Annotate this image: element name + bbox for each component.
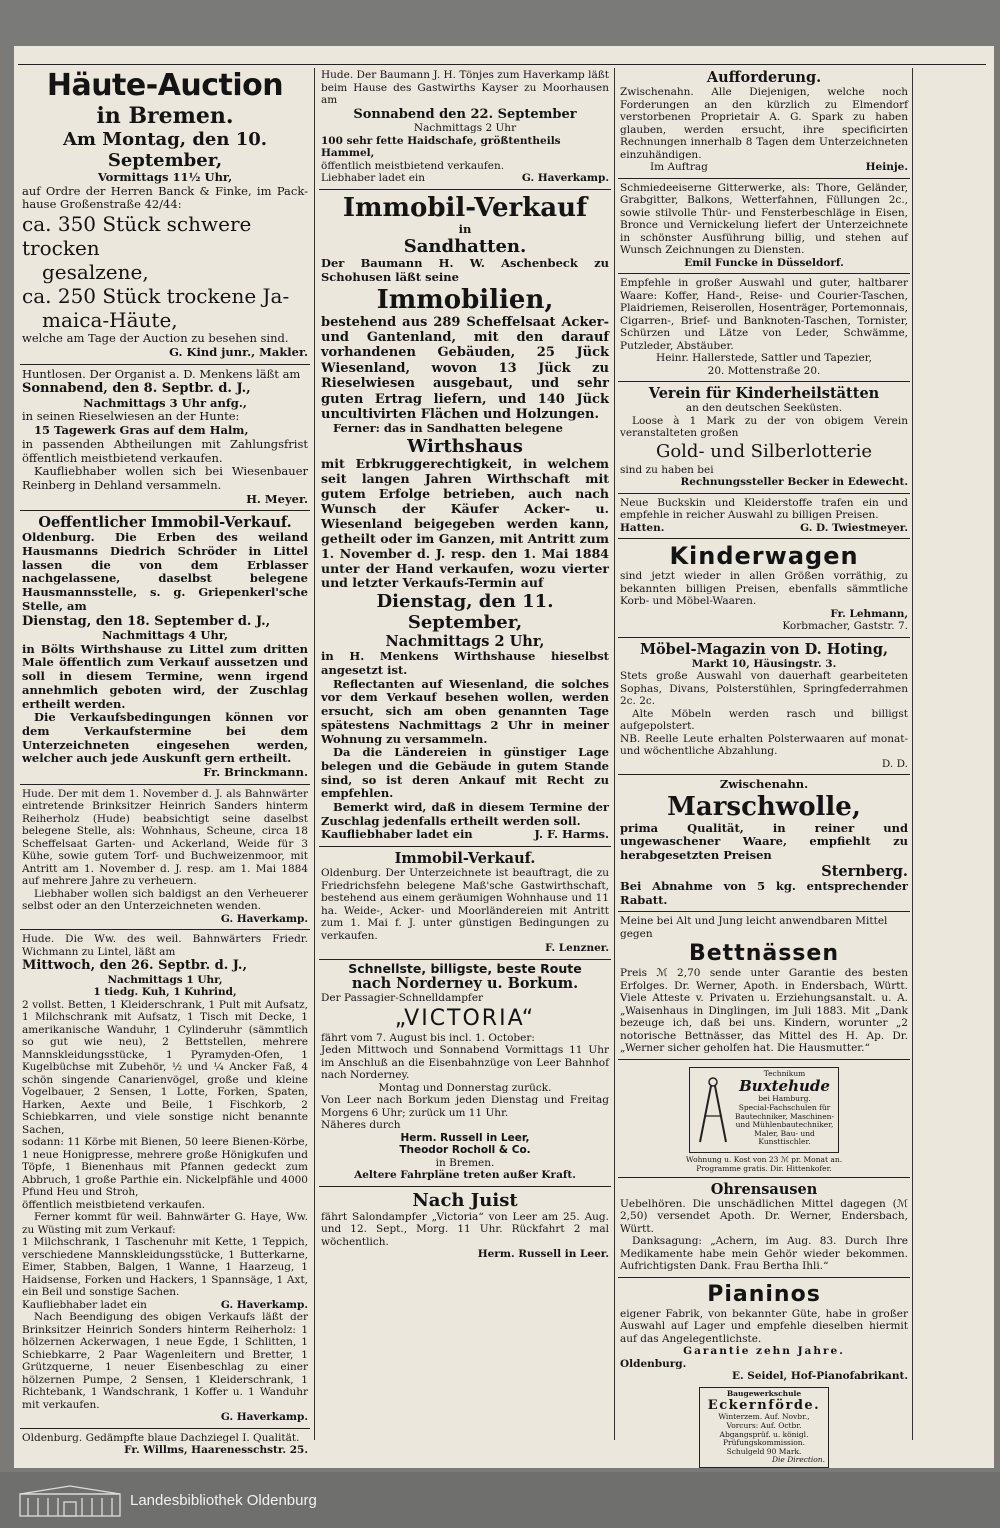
ad-items-head: 1 tiedg. Kuh, 1 Kuhrind, bbox=[93, 986, 237, 999]
ad-immobil-verkauf-friedrichsfehn bbox=[319, 847, 611, 960]
column-rule-1 bbox=[314, 68, 315, 1440]
ad-paragraph: Bemerkt wird, daß in diesem Termine der Zuschlag jedenfalls ertheilt werden soll. bbox=[321, 800, 609, 828]
ad-immobil-verkauf-sandhatten bbox=[319, 190, 611, 848]
logo-text: bei Hamburg. bbox=[758, 1094, 811, 1104]
logo-text: Special-Fachschulen für Bautechniker, Maschinen- und Mühlenbautechniker, Maler, Bau- und Kunsttischler. bbox=[734, 1102, 835, 1147]
ad-order: auf Ordre der Herren Banck & Finke, im Pack-hause Großenstraße 42/44: bbox=[22, 183, 308, 212]
ad-text: in seinen Rieselwiesen an der Hunte: bbox=[22, 409, 240, 424]
ad-text: in passenden Abtheilungen mit Zahlungsfrist öffentlich meistbietend verkaufen. bbox=[22, 436, 308, 465]
logo-text: Programme gratis. Dir. Hittenkofer. bbox=[696, 1163, 832, 1173]
ad-guarantee: Garantie zehn Jahre. bbox=[683, 1345, 845, 1358]
ad-signature: Emil Funcke in Düsseldorf. bbox=[684, 256, 844, 269]
ad-body: Jeden Mittwoch und Sonnabend Vormittags 11 Uhr im Anschluß an die Eisenbahnzüge von Leer Bahnhof nach Norderney. bbox=[321, 1044, 609, 1082]
column-1 bbox=[20, 66, 310, 1457]
ad-title: Möbel-Magazin von D. Hoting, bbox=[639, 640, 889, 658]
ad-ship-name: „VICTORIA“ bbox=[394, 1005, 536, 1031]
ad-date: Sonnabend den 22. September bbox=[353, 106, 577, 122]
ad-time: Nachmittags 1 Uhr, bbox=[107, 973, 223, 986]
ad-city: in Bremen. bbox=[96, 103, 234, 129]
ad-signature: Rechnungssteller Becker in Edewecht. bbox=[680, 476, 908, 488]
ad-sub: an den deutschen Seeküsten. bbox=[685, 402, 843, 414]
ad-body: Montag und Donnerstag zurück. bbox=[378, 1081, 552, 1094]
ad-paragraph: bestehend aus 289 Scheffelsaat Acker- und Gantenland, mit den darauf vorhandenen Gebäuden, 25 Jück Wiesenland, wovon 13 Jück zu Rieselwiesen ausgebaut, und sehr guten Ertrag liefern, und 140 Jück uncultivirten Flächen und Holzungen. bbox=[321, 314, 609, 423]
ad-body: Zwischenahn. Alle Diejenigen, welche noch Forderungen an den kürzlich zu Elmendorf verstorbenen Proprietair A. G. Spark zu haben glauben, werden ersucht, ihre specificirten Rechnungen innerhalb 8 Tagen dem Unterzeichneten einzuhändigen. bbox=[620, 86, 908, 161]
ad-marschwolle bbox=[618, 775, 910, 912]
ad-title: Immobil-Verkauf bbox=[342, 192, 588, 223]
ad-line: maica-Häute, bbox=[42, 308, 178, 333]
ad-signature: Fr. Brinckmann. bbox=[203, 765, 308, 780]
column-rule-3 bbox=[912, 68, 913, 1440]
ad-body: in Bölts Wirthshause zu Littel zum dritten Male öffentlich zum Verkauf aussetzen und soll in diesem Termine, wenn irgend annehmlich geboten wird, der Zuschlag ertheilt werden. bbox=[22, 641, 308, 711]
ad-more: Ferner kommt für weil. Bahnwärter G. Haye, Ww. zu Wüsting mit zum Verkauf: bbox=[22, 1211, 308, 1236]
ad-pianinos bbox=[618, 1278, 910, 1472]
ad-body: Liebhaber wollen sich baldigst an den Verheuerer selbst oder an den Unterzeichneten wenden. bbox=[22, 887, 308, 913]
ad-items: sodann: 11 Körbe mit Bienen, 50 leere Bienen-Körbe, 1 neue Honigpresse, mehrere große Hönigkufen und Töpfe, 1 Bienenhaus mit Pfannen gedeckt zum Abbruch, 1 große Parthie ein. Nickelpfähle und 4000 Pfund Heu und Stroh, bbox=[22, 1136, 308, 1199]
ad-order: Im Auftrag bbox=[650, 161, 708, 173]
box-text: Die Direction. bbox=[771, 1455, 825, 1465]
ad-body: Loose à 1 Mark zu der von obigem Verein veranstalteten großen bbox=[620, 414, 908, 439]
box-name: Eckernförde. bbox=[707, 1398, 821, 1414]
ad-paragraph: in H. Menkens Wirthshause hieselbst angesetzt ist. bbox=[321, 649, 609, 678]
ad-title: Oeffentlicher Immobil-Verkauf. bbox=[38, 514, 292, 532]
ad-in: in bbox=[458, 221, 472, 236]
ad-place: Oldenburg. bbox=[620, 1357, 687, 1370]
ad-note: welche am Tage der Auction zu besehen sind. bbox=[22, 331, 289, 346]
ad-date: Sonnabend, den 8. Septbr. d. J., bbox=[22, 381, 251, 397]
ad-bettnaessen bbox=[618, 912, 910, 1060]
ad-date: Dienstag, den 11. September, bbox=[376, 591, 554, 634]
ad-gitterwerke bbox=[618, 179, 910, 275]
baugewerkschule-box bbox=[699, 1387, 829, 1468]
ad-signature: G. Kind junr., Makler. bbox=[169, 344, 308, 359]
ad-line: gesalzene, bbox=[42, 260, 149, 285]
footer-label: Landesbibliothek Oldenburg bbox=[130, 1492, 317, 1509]
ad-body: Oldenburg. Die Erben des weiland Hausmanns Diedrich Schröder in Littel lassen die von dem Erblasser nachgelassene, daselbst belegene Hausmannsstelle, s. g. Griepenkerl'sche Stelle, am bbox=[22, 530, 308, 613]
ad-text: Kaufliebhaber wollen sich bei Wiesenbauer Reinberg in Dehland versammeln. bbox=[22, 464, 308, 492]
ad-paragraph: Ferner: das in Sandhatten belegene bbox=[333, 421, 563, 436]
ad-signature: Fr. Willms, Haarenesschstr. 25. bbox=[124, 1444, 308, 1457]
ad-body: Preis ℳ 2,70 sende unter Garantie des besten Erfolges. Dr. Werner, Apoth. in Endersbach, Württ. Viele Atteste v. Privaten u. Erziehungsanstalt. u. A. „Waisenhaus in Dinglingen, im Juli 1883. Mit „Dank bezeuge ich, daß bei uns. Kindern, worunter „2 notorische Bettnässer, das Mittel des H. Ap. Dr. „Werner sicher geholfen hat. Die Hausmutter.“ bbox=[620, 967, 908, 1055]
ad-signature: D. D. bbox=[881, 757, 908, 770]
ad-head: nach Norderney u. Borkum. bbox=[351, 975, 579, 993]
ad-date: Mittwoch, den 26. Septbr. d. J., bbox=[22, 958, 247, 974]
ad-head: Immobilien, bbox=[376, 284, 554, 315]
ad-address: 20. Mottenstraße 20. bbox=[707, 364, 821, 377]
ad-hude-toenjes bbox=[319, 66, 611, 190]
ad-signature: H. Meyer. bbox=[246, 491, 308, 506]
ad-title: Immobil-Verkauf. bbox=[394, 850, 536, 868]
ad-head: Schnellste, billigste, beste Route bbox=[348, 960, 582, 976]
ad-hallerstede bbox=[618, 274, 910, 382]
ad-body: Hude. Der mit dem 1. November d. J. als Bahnwärter eintretende Brinksitzer Heinrich Sanders hinterm Reiherholz (Hude) beabsichtigt seine daselbst belegene Stelle, als: Wohnhaus, Scheune, circa 18 Scheffelsaat Garten- und Ackerland, Weide für 3 Kühe, sowie gutem Torf- und Buchweizenmoor, mit Antritt am 1. November d. J. resp. am 1. Mai 1884 auf mehrere Jahre zu verheuern. bbox=[22, 787, 308, 888]
ad-place: Zwischenahn. bbox=[719, 777, 809, 791]
ad-time: Nachmittags 4 Uhr, bbox=[101, 628, 229, 643]
ad-body: fährt Salondampfer „Victoria“ von Leer am 25. Aug. und 12. Sept., Morg. 11 Uhr. Rückfahrt 2 mal wöchentlich. bbox=[321, 1210, 609, 1248]
ad-body: Neue Buckskin und Kleiderstoffe trafen ein und empfehle in reicher Auswahl zu billigen Preisen. bbox=[620, 496, 908, 521]
ad-body: sind jetzt wieder in allen Größen vorräthig, zu bekannten billigen Preisen, ebenfalls sämmtliche Korb- und Möbel-Waaren. bbox=[620, 570, 908, 607]
ad-signature: J. F. Harms. bbox=[534, 827, 609, 842]
ad-title: Aufforderung. bbox=[706, 69, 822, 86]
ad-items: 1 Milchschrank, 1 Taschenuhr mit Kette, 1 Teppich, verschiedene Mannskleidungsstücke, 1 Butterkarne, Eimer, Stabben, Balgen, 1 Wanne, 1 Haarzeug, 1 Haidsense, Forken und Hackers, 1 Spannsäge, 1 Axt, ein Beil und sonstige Sachen. bbox=[22, 1236, 308, 1299]
ad-huntlosen-gras bbox=[20, 365, 310, 512]
ad-title: Ohrensausen bbox=[710, 1180, 818, 1198]
column-2 bbox=[319, 66, 611, 1442]
compass-icon bbox=[696, 1076, 730, 1146]
ad-title: Pianinos bbox=[707, 1281, 821, 1307]
ad-hude-wichmann bbox=[20, 930, 310, 1429]
ad-body: Empfehle in großer Auswahl und guter, haltbarer Waare: Koffer, Hand-, Reise- und Courier-Taschen, Plaidriemen, Reiserollen, Hosenträger, Portemonnais, Cigarren-, Brief- und Banknoten-Taschen, Tornister, Schürzen und Lätze von Leder, Schwämme, Putzleder, Abstäuber. bbox=[620, 277, 908, 352]
ad-buckskin bbox=[618, 494, 910, 540]
ad-place: Sandhatten. bbox=[403, 236, 527, 258]
ad-title: Kinderwagen bbox=[669, 542, 859, 570]
ad-ohrensausen bbox=[618, 1178, 910, 1278]
ad-body: Oldenburg. Gedämpfte blaue Dachziegel I. Qualität. bbox=[22, 1431, 300, 1444]
ad-body: Alte Möbeln werden rasch und billigst aufgepolstert. bbox=[620, 707, 908, 732]
ad-moebel-magazin bbox=[618, 638, 910, 776]
ad-date: Dienstag, den 18. September d. J., bbox=[22, 613, 271, 629]
ad-line: ca. 350 Stück schwere trocken bbox=[22, 212, 252, 261]
ad-agent: Herm. Russell in Leer, bbox=[400, 1131, 530, 1144]
ad-sub: Der Passagier-Schnelldampfer bbox=[321, 992, 484, 1005]
ad-signature: Sternberg. bbox=[821, 862, 908, 880]
ad-paragraph: Reflectanten auf Wiesenland, die solches vor dem Verkauf besehen wollen, werden ersucht, sich am oben genannten Tage spätestens Nachmittags 2 Uhr in meiner Wohnung zu versammeln. bbox=[321, 676, 609, 746]
ad-items: 2 vollst. Betten, 1 Kleiderschrank, 1 Pult mit Aufsatz, 1 Milchschrank mit Aufsatz, 1 Tisch mit Decke, 1 amerikanische Wanduhr, 1 Cylinderuhr (sämmtlich so gut wie neu), 2 Bettstellen, mehrere Mannskleidungsstücke, 1 Pyramyden-Ofen, 1 Kugelbüchse mit Zubehör, ½ und ¼ Ancker Faß, 4 schön singende Canarienvögel, große und kleine Vogelbauer, 2 Sensen, 1 Lotte, Forken, Spaten, Harken, Aexte und Beile, 1 Fischkorb, 2 Schiebkarren, und viele sonstige nicht benannte Sachen, bbox=[22, 998, 308, 1136]
ad-invite: Kaufliebhaber ladet ein bbox=[321, 827, 473, 842]
box-text: Baugewerkschule bbox=[726, 1388, 802, 1398]
logo-text: Technikum bbox=[763, 1068, 806, 1078]
ad-body: Von Leer nach Borkum jeden Dienstag und Freitag Morgens 6 Uhr; zurück um 11 Uhr. bbox=[321, 1094, 609, 1119]
ad-address: Markt 10, Häusingstr. 3. bbox=[691, 657, 837, 670]
ad-signature: G. Haverkamp. bbox=[220, 1411, 308, 1424]
ad-buyers: Kaufliebhaber ladet ein bbox=[22, 1298, 147, 1311]
ad-body: sind zu haben bei bbox=[620, 463, 714, 476]
ad-signature: F. Lenzner. bbox=[545, 942, 609, 955]
library-building-icon bbox=[18, 1484, 122, 1518]
ad-agent: Theodor Rocholl & Co. bbox=[399, 1144, 531, 1157]
ad-body: Danksagung: „Achern, im Aug. 83. Durch Ihre Medikamente habe mein Gehör wieder bekommen. Aufrichtigsten Dank. Frau Bertha Ihli.“ bbox=[620, 1235, 908, 1273]
ad-sale: öffentlich meistbietend verkaufen. bbox=[321, 159, 505, 172]
ad-body: Schmiedeeiserne Gitterwerke, als: Thore, Geländer, Grabgitter, Balkons, Wetterfahnen, Füllungen 2c., sowie stilvolle Thür- und Fensterbeschläge in Eisen, Bronce und Vernickelung liefert der Unterzeichnete in schönster Ausführung billig, und stehen auf Wunsch Zeichnungen zu Diensten. bbox=[620, 181, 908, 256]
ad-kinderwagen bbox=[618, 539, 910, 638]
ad-line: ca. 250 Stück trockene Ja- bbox=[22, 284, 290, 309]
ad-signature: E. Seidel, Hof-Pianofabrikant. bbox=[731, 1370, 908, 1383]
ad-time: Vormittags 11½ Uhr, bbox=[97, 170, 233, 184]
ad-item: 100 sehr fette Haidschafe, größtentheils Hammel, bbox=[321, 134, 561, 159]
ad-body: Hude. Der Baumann J. H. Tönjes zum Haverkamp läßt beim Hause des Gastwirths Kayser zu Moorhausen am bbox=[321, 69, 609, 106]
technikum-logo bbox=[689, 1067, 839, 1153]
ad-title: Bettnässen bbox=[688, 941, 839, 967]
ad-intro: Huntlosen. Der Organist a. D. Menkens läßt am bbox=[22, 366, 301, 381]
column-rule-2 bbox=[614, 68, 615, 1440]
ad-title: Häute-Auction bbox=[46, 68, 284, 103]
ad-signature: Heinr. Hallerstede, Sattler und Tapezier, bbox=[656, 352, 872, 364]
ad-kinderheilstaetten bbox=[618, 382, 910, 494]
ad-haeute-auction bbox=[20, 66, 310, 365]
ad-intro: Der Baumann H. W. Aschenbeck zu Schohusen läßt seine bbox=[321, 256, 609, 284]
ad-signature: G. Haverkamp. bbox=[521, 172, 609, 184]
logo-text: Wohnung u. Kost von 23 ℳ pr. Monat an. bbox=[685, 1154, 843, 1164]
ad-signature: G. Haverkamp. bbox=[220, 912, 308, 925]
ad-body: fährt vom 7. August bis incl. 1. October: bbox=[321, 1031, 535, 1044]
ad-signature: G. D. Twiestmeyer. bbox=[800, 521, 908, 534]
ad-lottery: Gold- und Silberlotterie bbox=[655, 440, 873, 462]
ad-nb: NB. Reelle Leute erhalten Polsterwaaren auf monat- und wöchentliche Abzahlung. bbox=[620, 732, 908, 757]
ad-signature: G. Haverkamp. bbox=[220, 1298, 308, 1311]
ad-date: Am Montag, den 10. September, bbox=[62, 129, 268, 171]
ad-body: Oldenburg. Der Unterzeichnete ist beauftragt, die zu Friedrichsfehn belegene Maß'sche Gastwirthschaft, bestehend aus einem geräumigen Wohnhause und 11 ha. Weide-, Acker- und Moorländereien mit Antritt zum 1. Mai f. J. unter günstigen Bedingungen zu verkaufen. bbox=[321, 867, 609, 942]
ad-title: Nach Juist bbox=[412, 1189, 518, 1211]
ad-sale: öffentlich meistbietend verkaufen. bbox=[22, 1198, 206, 1211]
ad-aufforderung bbox=[618, 66, 910, 179]
box-text: Winterzem. Auf. Novbr., Vorcurs: Auf. Octbr. Abgangsprüf. u. königl. Prüfungskommission. Schulgeld 90 Mark. bbox=[718, 1412, 810, 1456]
ad-title: Marschwolle, bbox=[667, 791, 861, 822]
ad-note: Bei Abnahme von 5 kg. entsprechender Rabatt. bbox=[620, 878, 908, 907]
ad-immobil-verkauf-littel bbox=[20, 511, 310, 784]
ad-signature: Fr. Lehmann, bbox=[830, 607, 908, 620]
ad-after: Nach Beendigung des obigen Verkaufs läßt der Brinksitzer Heinrich Sonders hinterm Reiherholz: 1 hölzernen Ackerwagen, 1 neue Egde, 1 Schlitten, 1 Schiebkarre, 2 Paar Wagenleitern und Bretter, 1 Grützquerne, 1 neuer Eisenbeschlag zu einer hölzernen Pumpe, 2 Sensen, 1 Kleiderschrank, 1 Richtebank, 1 Wandschrank, 1 Koffer u. 1 Wanduhr mit verkaufen. bbox=[22, 1311, 308, 1411]
ad-nach-juist bbox=[319, 1187, 611, 1265]
ad-body: prima Qualität, in reiner und ungewaschener Waare, empfiehlt zu herabgesetzten Preisen bbox=[620, 820, 908, 863]
column-3 bbox=[618, 66, 910, 1465]
ad-hude-sanders bbox=[20, 785, 310, 931]
ad-invite: Liebhaber ladet ein bbox=[321, 172, 426, 184]
ad-intro: Meine bei Alt und Jung leicht anwendbaren Mittel gegen bbox=[620, 915, 888, 940]
ad-paragraph: Da die Ländereien in günstiger Lage belegen und die Gebäude in gutem Stande sind, so ist deren Ankauf mit Recht zu empfehlen. bbox=[321, 745, 609, 801]
ad-body: Näheres durch bbox=[321, 1119, 401, 1132]
ad-body: Uebelhören. Die unschädlichen Mittel dagegen (ℳ 2,50) versendet Apoth. Dr. Werner, Endersbach, Württ. bbox=[620, 1197, 908, 1235]
ad-paragraph: mit Erbkruggerechtigkeit, in welchem seit langen Jahren Wirthschaft mit gutem Erfolge betrieben, auch nach Wunsch der Käufer Acker- u. Wiesenland beigegeben werden kann, getheilt oder im Ganzen, mit Antritt zum 1. November d. J. resp. den 1. Mai 1884 unter der Hand verkaufen, wozu vierter und letzter Verkaufs-Termin auf bbox=[321, 456, 609, 591]
ad-body: Die Verkaufsbedingungen können vor dem Verkaufstermine bei dem Unterzeichneten eingesehen werden, welcher auch jede Auskunft gern ertheilt. bbox=[22, 710, 308, 766]
ad-victoria-steamer bbox=[319, 960, 611, 1187]
ad-time: Nachmittags 2 Uhr, bbox=[385, 633, 545, 651]
ad-title: Verein für Kinderheilstätten bbox=[648, 385, 880, 402]
ad-time: Nachmittags 2 Uhr bbox=[413, 122, 517, 134]
top-rule bbox=[18, 64, 986, 65]
ad-intro: Hude. Die Ww. des weil. Bahnwärters Friedr. Wichmann zu Lintel, läßt am bbox=[22, 933, 308, 958]
library-footer bbox=[0, 1472, 1000, 1528]
ad-technikum-buxtehude bbox=[618, 1060, 910, 1178]
ad-item: 15 Tagewerk Gras auf dem Halm, bbox=[34, 423, 249, 438]
ad-body: Stets große Auswahl von dauerhaft gearbeiteten Sophas, Divans, Polsterstühlen, Springfederrahmen 2c. 2c. bbox=[620, 670, 908, 707]
ad-body: eigener Fabrik, von bekannter Güte, habe in großer Auswahl auf Lager und empfehle dieselben hiermit auf das Angelegentlichste. bbox=[620, 1307, 908, 1345]
ad-signature: Herm. Russell in Leer. bbox=[477, 1248, 609, 1261]
ad-time: Nachmittags 3 Uhr anfg., bbox=[83, 395, 247, 410]
ad-dachziegel bbox=[20, 1429, 310, 1461]
ad-subhead: Wirthshaus bbox=[407, 436, 523, 458]
ad-signature: Heinje. bbox=[865, 161, 908, 173]
ad-place: Hatten. bbox=[620, 521, 665, 534]
ad-note: Aeltere Fahrpläne treten außer Kraft. bbox=[354, 1169, 576, 1182]
logo-name: Buxtehude bbox=[739, 1077, 830, 1096]
ad-address: Korbmacher, Gaststr. 7. bbox=[782, 620, 908, 632]
ad-agent-city: in Bremen. bbox=[435, 1156, 495, 1169]
